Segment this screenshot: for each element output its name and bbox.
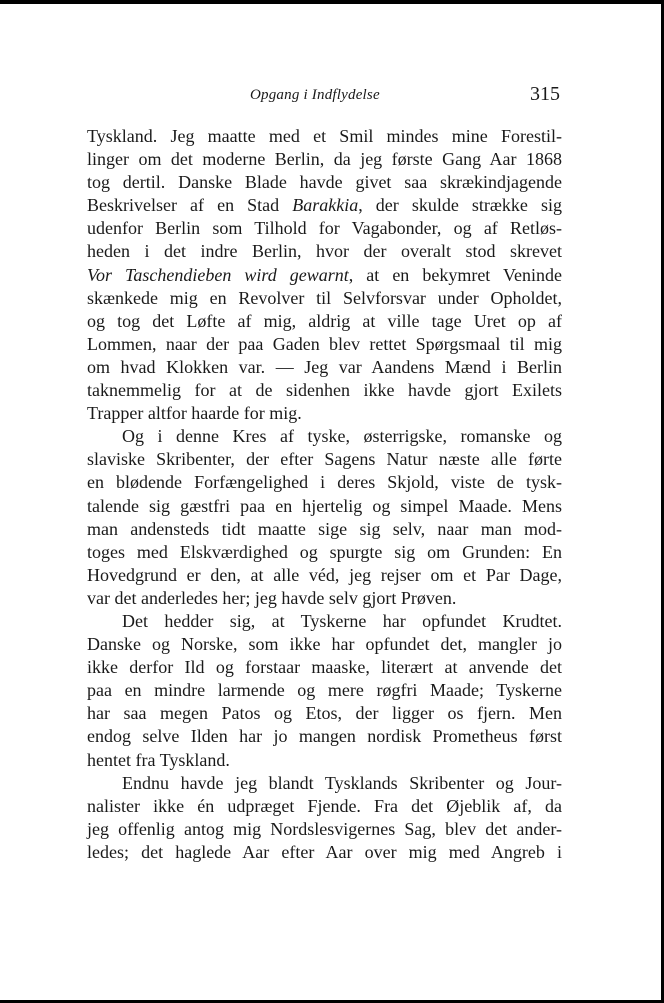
body-text	[87, 125, 562, 864]
scan-edge-top	[0, 0, 664, 4]
text-line: ikke derfor Ild og forstaar maaske, literært at anvende det	[87, 657, 562, 678]
text-line: heden i det indre Berlin, hvor der overalt stod skrevet	[87, 241, 562, 262]
text-line: paa en mindre larmende og mere røgfri Maade; Tyskerne	[87, 680, 562, 701]
text-line: linger om det moderne Berlin, da jeg første Gang Aar 1868	[87, 149, 562, 170]
paragraph-start-line: Endnu havde jeg blandt Tysklands Skribenter og Jour-	[122, 772, 562, 793]
text-line: taknemmelig for at de sidenhen ikke havde gjort Exilets	[87, 380, 562, 401]
text-line: slaviske Skribenter, der efter Sagens Natur næste alle førte	[87, 449, 562, 470]
italic-term: Barakkia	[292, 195, 359, 216]
text-line: Lommen, naar der paa Gaden blev rettet Spørgsmaal til mig	[87, 333, 562, 354]
text-line: var det anderledes her; jeg havde selv gjort Prøven.	[87, 587, 457, 608]
text-line: skænkede mig en Revolver til Selvforsvar under Opholdet,	[87, 287, 562, 308]
text-line: Trapper altfor haarde for mig.	[87, 403, 302, 424]
text-line: tog dertil. Danske Blade havde givet saa skrækindjagende	[87, 172, 562, 193]
running-title: Opgang i Indflydelse	[250, 87, 380, 103]
paragraph-start-line: Det hedder sig, at Tyskerne har opfundet Krudtet.	[122, 610, 562, 631]
text-line: hentet fra Tyskland.	[87, 749, 230, 770]
text-line: ledes; det haglede Aar efter Aar over mig med Angreb i	[87, 841, 562, 862]
italic-phrase: Vor Taschendieben wird gewarnt	[87, 264, 349, 285]
text-line: om hvad Klokken var. — Jeg var Aandens Mænd i Berlin	[87, 356, 562, 377]
text-line	[87, 194, 562, 217]
text-line: jeg offenlig antog mig Nordslesvigernes Sag, blev det ander-	[87, 818, 562, 839]
text-line	[87, 264, 562, 287]
text-line: Tyskland. Jeg maatte med et Smil mindes mine Forestil-	[87, 126, 562, 146]
text-line: nalister ikke én udpræget Fjende. Fra det Øjeblik af, da	[87, 795, 562, 816]
text-line: udenfor Berlin som Tilhold for Vagabonder, og af Retløs-	[87, 218, 562, 239]
text-span: , der skulde strække sig	[358, 195, 563, 216]
text-span: Beskrivelser af en Stad	[87, 195, 293, 216]
text-line: og tog det Løfte af mig, aldrig at ville tage Uret op af	[87, 310, 562, 331]
text-line: Danske og Norske, som ikke har opfundet det, mangler jo	[87, 634, 562, 655]
text-line: en blødende Forfængelighed i deres Skjold, viste de tysk-	[87, 472, 562, 493]
text-span: , at en bekymret Veninde	[348, 264, 562, 285]
text-line: man andensteds tidt maatte sige sig selv, naar man mod-	[87, 518, 562, 539]
text-line: endog selve Ilden har jo mangen nordisk Prometheus først	[87, 726, 562, 747]
text-line: toges med Elskværdighed og spurgte sig om Grunden: En	[87, 541, 562, 562]
page-number: 315	[530, 83, 560, 105]
paragraph-start-line: Og i denne Kres af tyske, østerrigske, romanske og	[122, 426, 562, 447]
text-line: talende sig gæstfri paa en hjertelig og simpel Maade. Mens	[87, 495, 562, 516]
text-line: Hovedgrund er den, at alle véd, jeg rejser om et Par Dage,	[87, 564, 562, 585]
text-line: har saa megen Patos og Etos, der ligger os fjern. Men	[87, 703, 562, 724]
